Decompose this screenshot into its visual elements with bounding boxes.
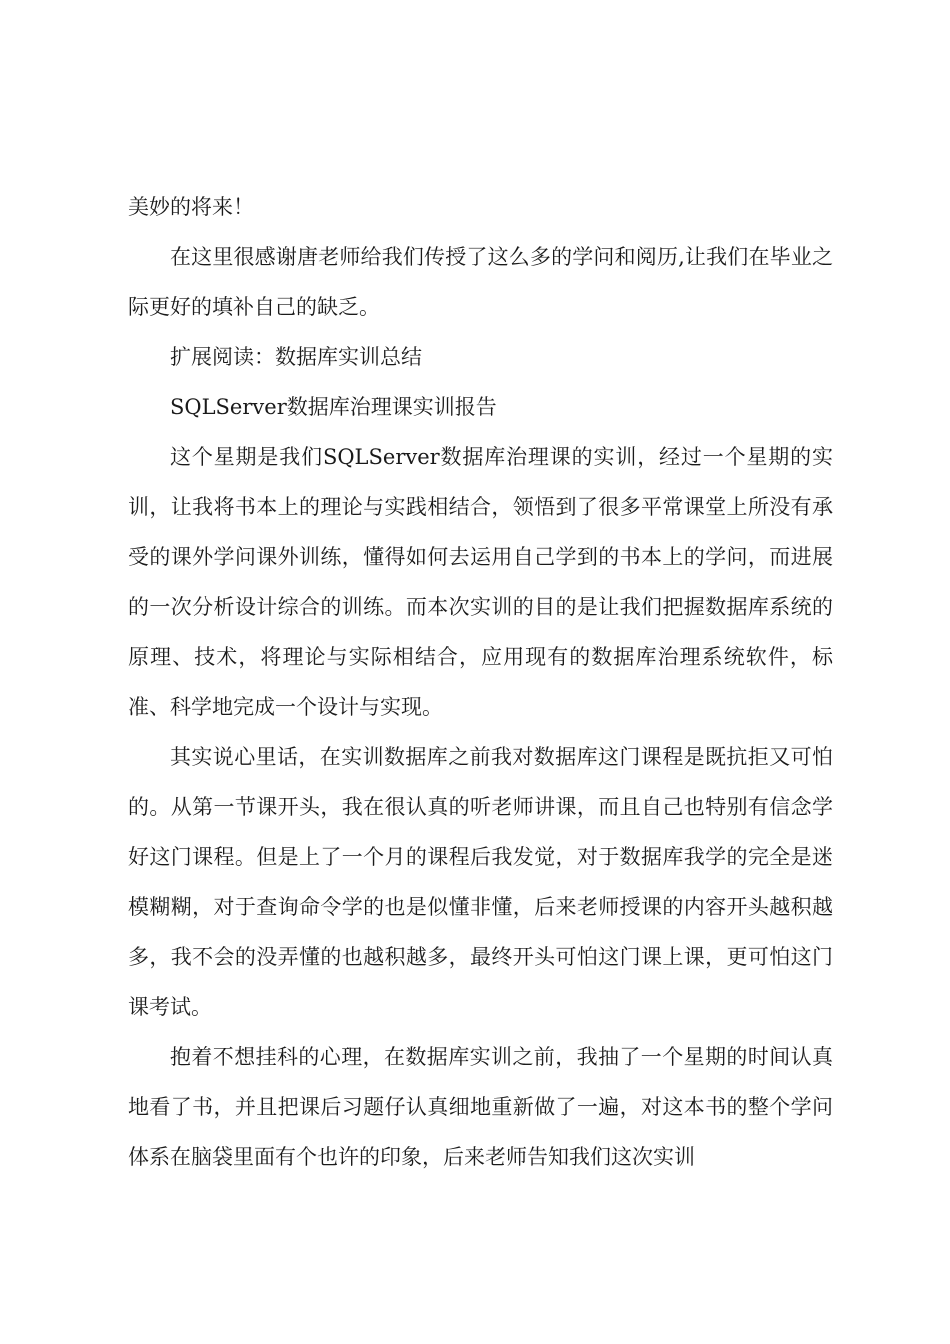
paragraph: 其实说心里话，在实训数据库之前我对数据库这门课程是既抗拒又可怕的。从第一节课开头，我在很认真的听老师讲课，而且自己也特别有信念学好这门课程。但是上了一个月的课程后我发觉，对于数据库我学的完全是迷模糊糊，对于查询命令学的也是似懂非懂，后来老师授课的内容开头越积越多，我不会的没弄懂的也越积越多，最终开头可怕这门课上课，更可怕这门课考试。	[128, 745, 833, 1019]
paragraph: 抱着不想挂科的心理，在数据库实训之前，我抽了一个星期的时间认真地看了书，并且把课后习题仔认真细地重新做了一遍，对这本书的整个学问体系在脑袋里面有个也许的印象，后来老师告知我们这次实训	[128, 1045, 833, 1169]
paragraph: 在这里很感谢唐老师给我们传授了这么多的学问和阅历,让我们在毕业之际更好的填补自己的缺乏。	[128, 245, 833, 319]
document-body	[128, 182, 833, 1182]
paragraph: 美妙的将来！	[128, 195, 254, 219]
extended-reading-heading: 扩展阅读：数据库实训总结	[170, 345, 422, 369]
report-title: SQLServer数据库治理课实训报告	[170, 395, 497, 419]
paragraph: 这个星期是我们SQLServer数据库治理课的实训，经过一个星期的实训，让我将书本上的理论与实践相结合，领悟到了很多平常课堂上所没有承受的课外学问课外训练，懂得如何去运用自己学到的书本上的学问，而进展的一次分析设计综合的训练。而本次实训的目的是让我们把握数据库系统的原理、技术，将理论与实际相结合，应用现有的数据库治理系统软件，标准、科学地完成一个设计与实现。	[128, 445, 833, 719]
